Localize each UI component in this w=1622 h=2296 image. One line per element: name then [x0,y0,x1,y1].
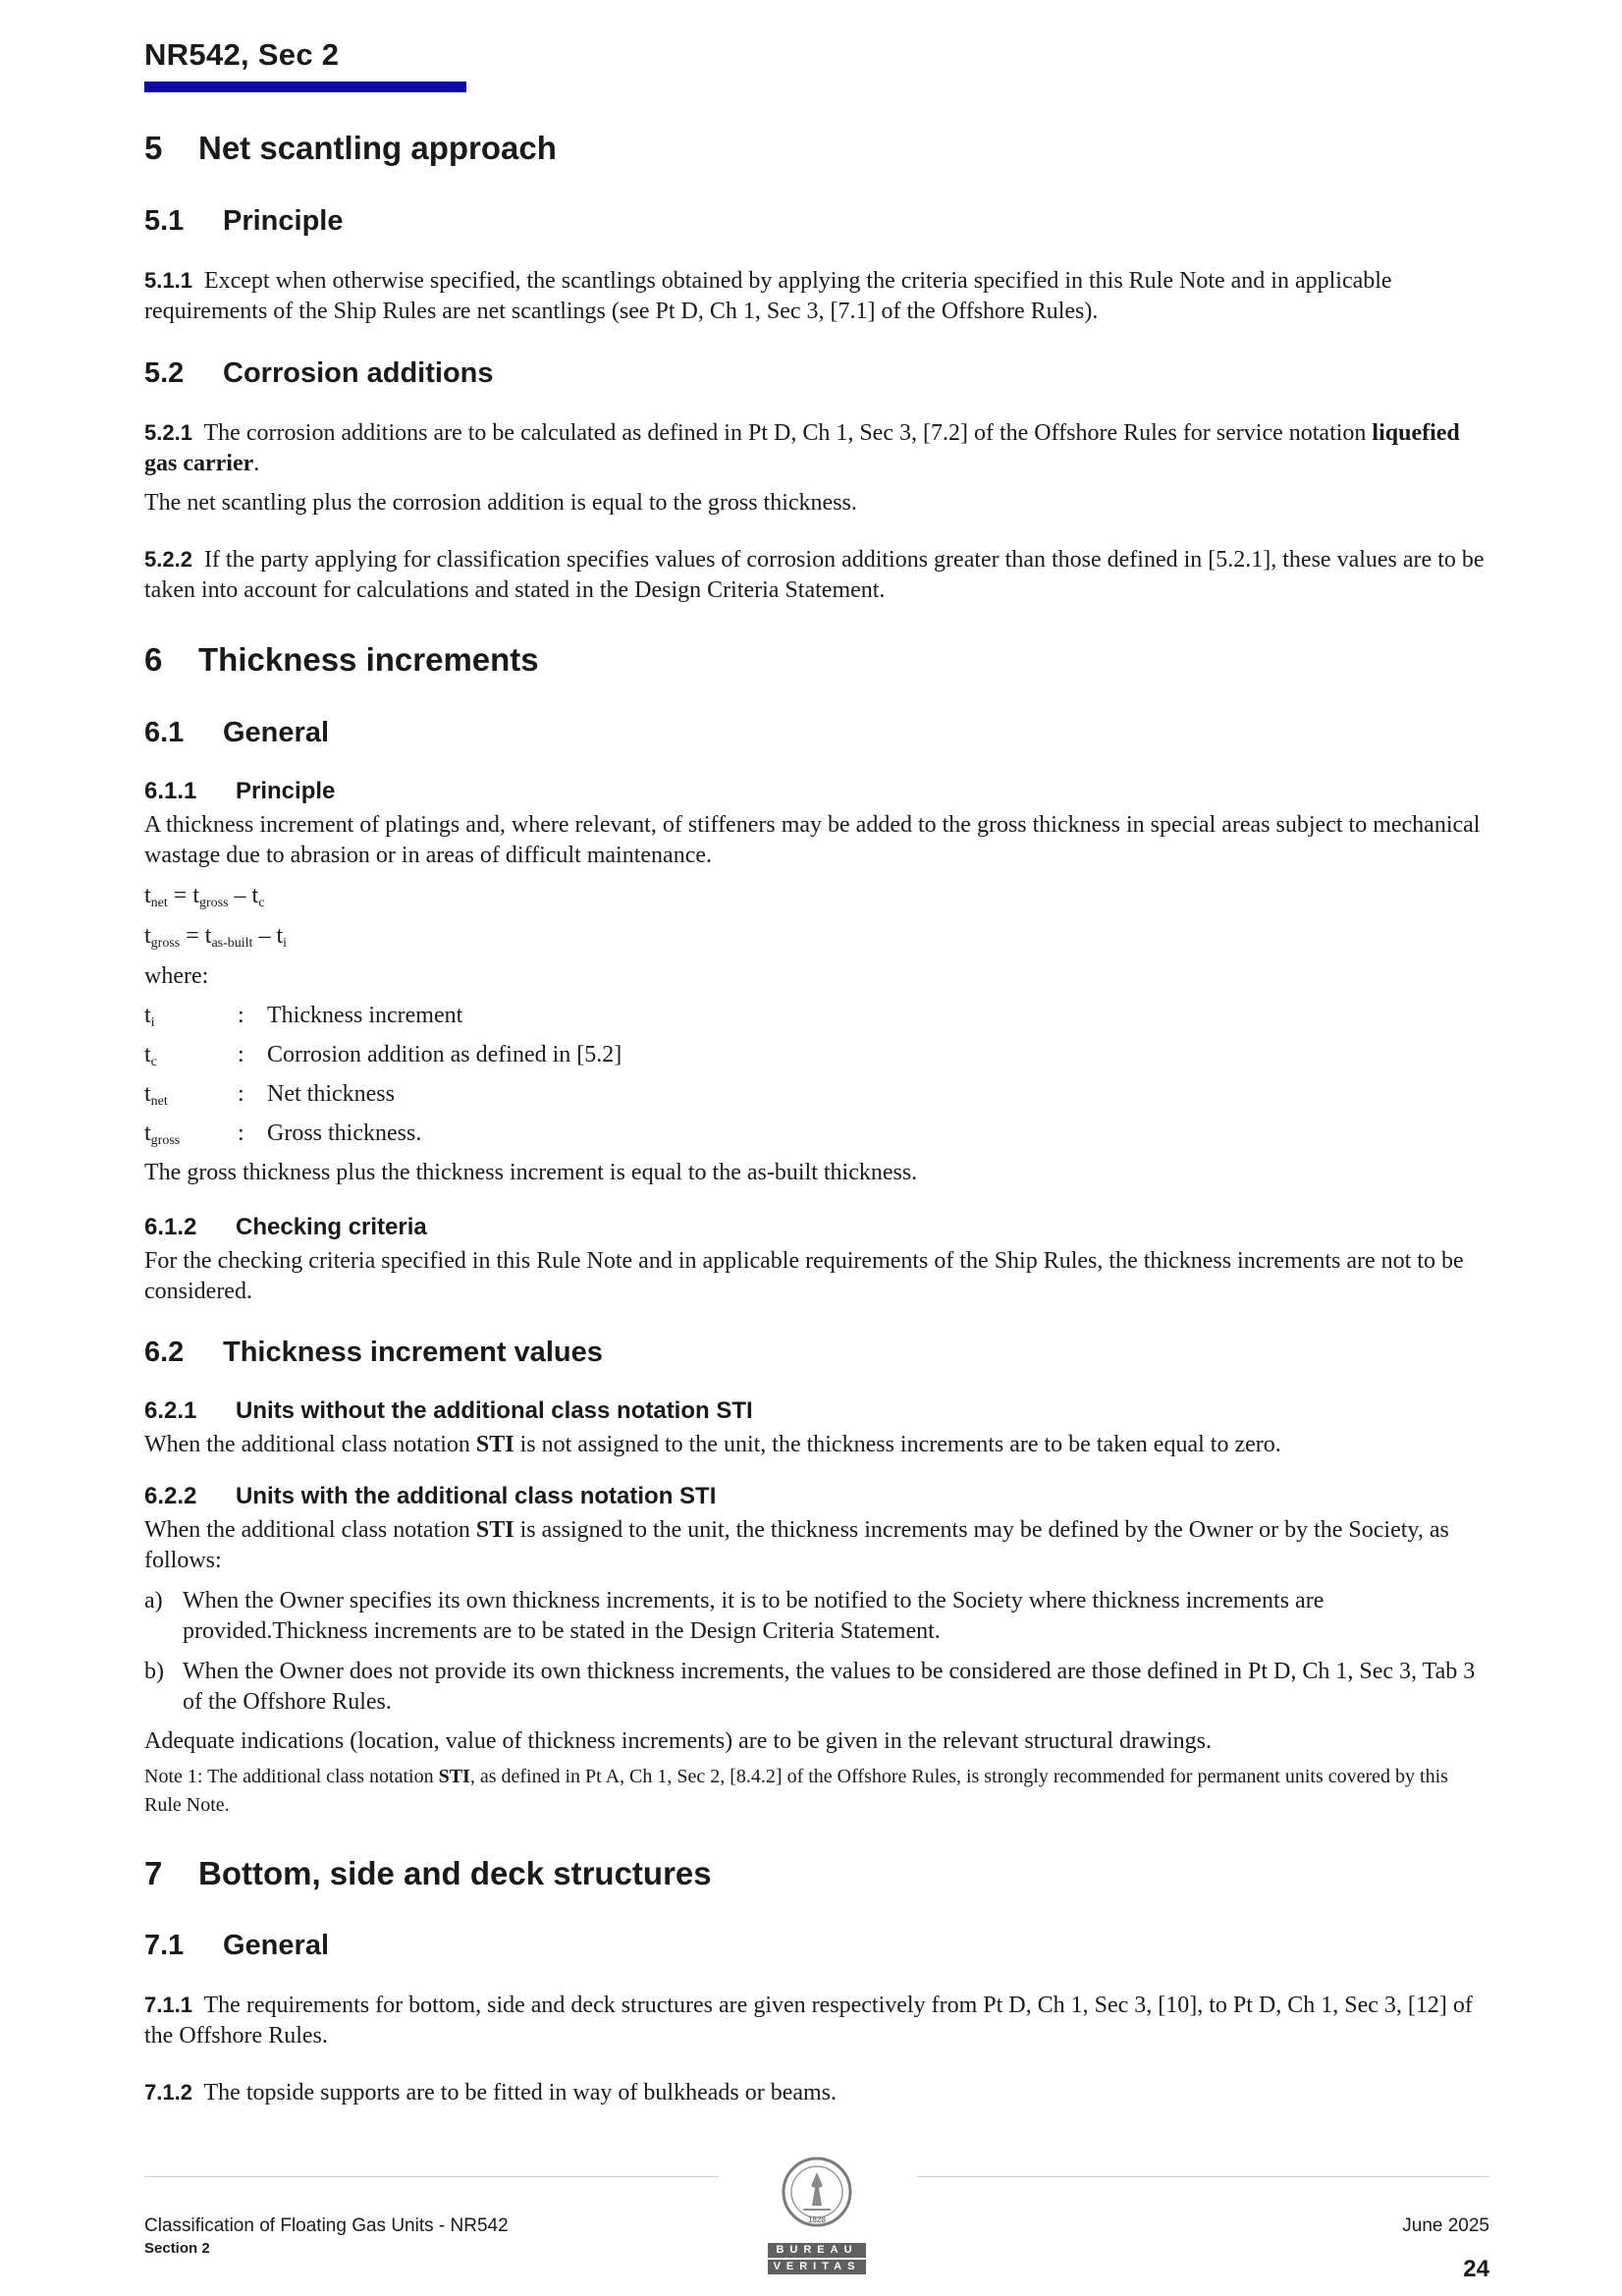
article-6-2-2-text: When the additional class notation STI is assigned to the unit, the thickness increments may be defined by the Owner or by the Society, as follows: [144,1517,1449,1573]
section-heading-7: 7 Bottom, side and deck structures [144,1855,712,1891]
definition-row: $t_{gross}$ : Gross thickness. [144,1121,422,1148]
document-id: NR542, Sec 2 [144,37,340,72]
logo-word-top: BUREAU [768,2243,866,2258]
article-heading-6-2-1: 6.2.1 Units without the additional class notation STI [144,1397,753,1424]
definition-row: $t_c$ : Corrosion addition as defined in [5.2] [144,1042,622,1069]
article-5-2-1: 5.2.1 The corrosion additions are to be calculated as defined in Pt D, Ch 1, Sec 3, [7.2] of the Offshore Rules for service notation liquefied gas carrier. [144,420,1460,476]
section-heading-5-1: 5.1 Principle [144,205,344,237]
where-label: where: [144,963,209,989]
section-heading-7-1: 7.1 General [144,1930,329,1961]
page-footer [144,2149,1489,2286]
bureau-veritas-logo [768,2149,866,2272]
footer-doc-title: Classification of Floating Gas Units - NR542 [144,2215,509,2236]
seal-icon [768,2149,866,2241]
section-heading-6-1: 6.1 General [144,717,329,748]
article-6-1-1-conclusion: The gross thickness plus the thickness increment is equal to the as-built thickness. [144,1160,918,1185]
section-heading-5-2: 5.2 Corrosion additions [144,357,494,389]
definition-row: $t_i$ : Thickness increment [144,1003,463,1030]
definitions-list [144,1001,1489,1149]
article-6-2-2-conclusion: Adequate indications (location, value of thickness increments) are to be given in the relevant structural drawings. [144,1728,1212,1754]
formula-net-thickness: $t_{net} = t_{gross} - t_c$ [144,883,265,910]
page-number: 24 [1463,2256,1489,2282]
svg-text:1828: 1828 [808,2215,826,2224]
article-heading-6-1-2: 6.1.2 Checking criteria [144,1214,427,1240]
article-heading-6-1-1: 6.1.1 Principle [144,778,336,804]
header-accent-bar [144,82,466,92]
page-content [144,126,1489,2108]
footer-date: June 2025 [1402,2215,1489,2236]
formula-gross-thickness: $t_{gross} = t_{as-built} - t_i$ [144,923,287,951]
article-heading-6-2-2: 6.2.2 Units with the additional class notation STI [144,1483,717,1509]
article-5-2-2: 5.2.2 If the party applying for classification specifies values of corrosion additions greater than those defined in [5.2.1], these values are to be taken into account for calculations and stated in the Design Criteria Statement. [144,547,1485,603]
footer-rule-right [917,2176,1489,2177]
article-5-1-1: 5.1.1 Except when otherwise specified, the scantlings obtained by applying the criteria specified in this Rule Note and in applicable requirements of the Ship Rules are net scantlings (see Pt D, Ch 1, Sec 3, [7.1] of the Offshore Rules). [144,268,1392,324]
list-item: a) When the Owner specifies its own thickness increments, it is to be notified to the Society where thickness increments are provided.Thickness increments are to be stated in the Design Criteria Statement. [144,1588,1325,1644]
article-6-1-2-text: For the checking criteria specified in this Rule Note and in applicable requirements of the Ship Rules, the thickness increments are not to be considered. [144,1248,1464,1304]
footer-rule-left [144,2176,719,2177]
note-1: Note 1: The additional class notation STI, as defined in Pt A, Ch 1, Sec 2, [8.4.2] of the Offshore Rules, is strongly recommended for permanent units covered by this Rule Note. [144,1766,1448,1816]
section-heading-5: 5 Net scantling approach [144,130,557,166]
article-7-1-1: 7.1.1 The requirements for bottom, side and deck structures are given respectively from Pt D, Ch 1, Sec 3, [10], to Pt D, Ch 1, Sec 3, [12] of the Offshore Rules. [144,1993,1473,2049]
section-heading-6: 6 Thickness increments [144,641,539,678]
logo-word-bottom: VERITAS [768,2260,866,2274]
footer-section: Section 2 [144,2240,210,2257]
section-heading-6-2: 6.2 Thickness increment values [144,1337,603,1368]
article-5-2-1-paragraph: The net scantling plus the corrosion addition is equal to the gross thickness. [144,490,857,516]
thickness-increment-list [144,1586,1489,1718]
article-6-1-1-text: A thickness increment of platings and, where relevant, of stiffeners may be added to the gross thickness in special areas subject to mechanical wastage due to abrasion or in areas of difficult maintenance. [144,812,1481,868]
list-item: b) When the Owner does not provide its own thickness increments, the values to be considered are those defined in Pt D, Ch 1, Sec 3, Tab 3 of the Offshore Rules. [144,1659,1476,1715]
article-7-1-2: 7.1.2 The topside supports are to be fitted in way of bulkheads or beams. [144,2080,838,2105]
article-6-2-1-text: When the additional class notation STI is not assigned to the unit, the thickness increments are to be taken equal to zero. [144,1432,1281,1457]
definition-row: $t_{net}$ : Net thickness [144,1081,395,1109]
